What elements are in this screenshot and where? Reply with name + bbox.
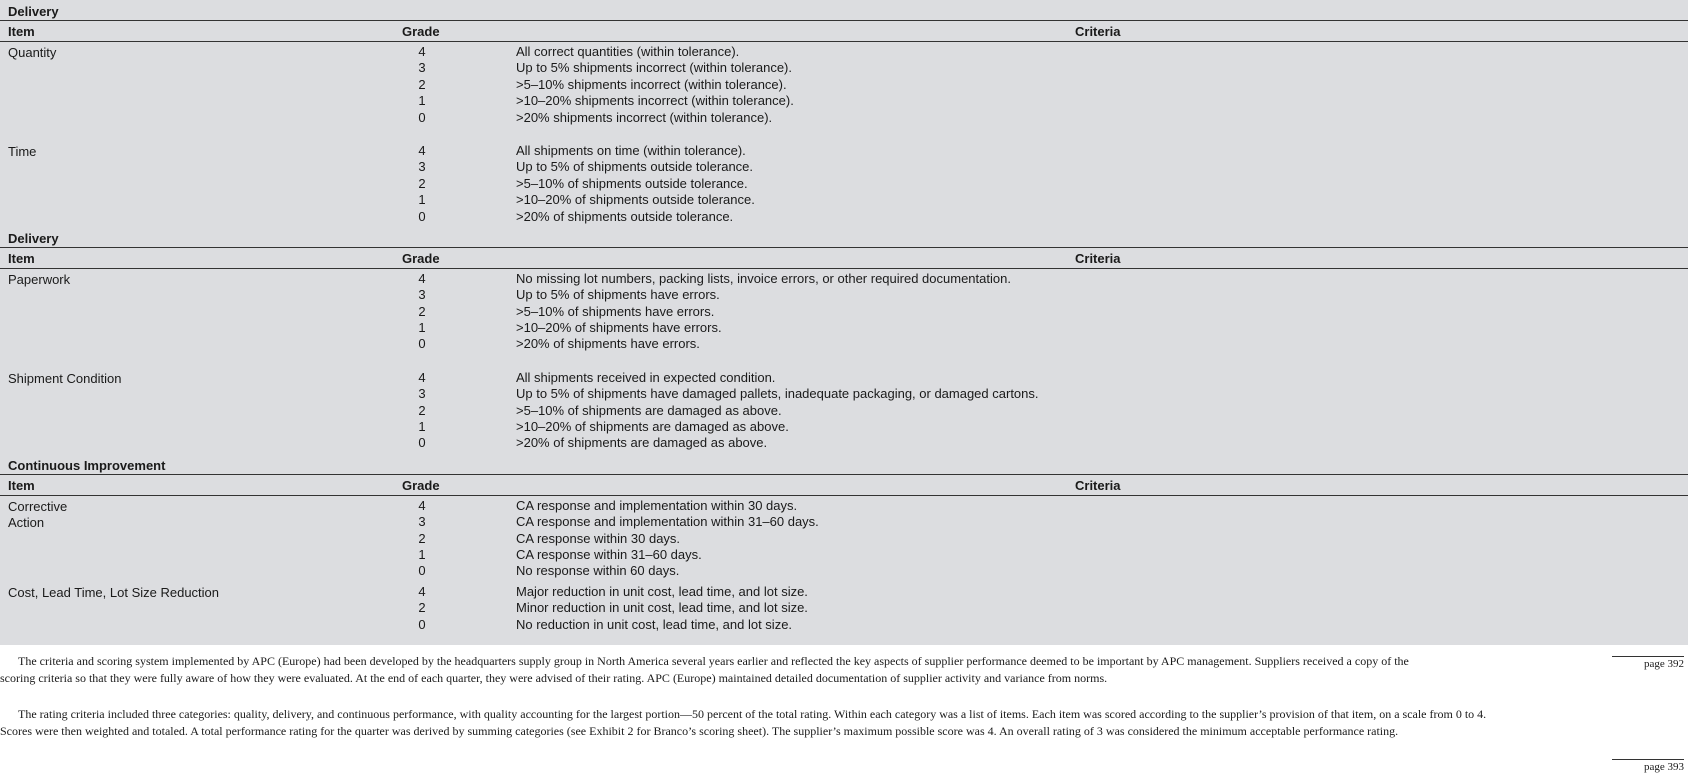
column-header-item: Item xyxy=(8,477,35,493)
criteria-text: All correct quantities (within tolerance). xyxy=(516,44,740,59)
grade-value: 2 xyxy=(418,175,426,191)
section-title: Delivery xyxy=(0,0,1688,21)
grade-value: 3 xyxy=(418,386,426,402)
criteria-text: CA response and implementation within 30 days. xyxy=(516,497,798,513)
grade-row xyxy=(0,287,1688,303)
grade-value: 1 xyxy=(418,93,426,109)
grade-row xyxy=(0,336,1688,352)
grade-row xyxy=(0,209,1688,225)
grade-value: 2 xyxy=(418,600,426,616)
column-header-criteria: Criteria xyxy=(1075,24,1121,39)
grade-value: 0 xyxy=(418,336,426,352)
section-title: Delivery xyxy=(0,227,1688,248)
grade-row xyxy=(0,386,1688,402)
grade-value: 0 xyxy=(418,208,426,224)
item-name: Paperwork xyxy=(8,271,71,287)
grade-value: 1 xyxy=(418,320,426,336)
item-name: Cost, Lead Time, Lot Size Reduction xyxy=(8,584,220,600)
criteria-item xyxy=(0,368,1688,454)
criteria-text: No missing lot numbers, packing lists, invoice errors, or other required documentation. xyxy=(516,270,1011,286)
column-header-row xyxy=(0,475,1688,496)
grade-row xyxy=(0,93,1688,109)
criteria-section xyxy=(0,454,1688,635)
grade-row xyxy=(0,44,1688,60)
grade-value: 2 xyxy=(418,76,426,92)
body-paragraph-2-line-1: The rating criteria included three categories: quality, delivery, and continuous performance, with quality accounting for the largest portion—50 percent of the total rating. Within each category was a list of items. Each item was scored according to the supplier’s provision of that item, on a scale from 0 to 4. xyxy=(18,707,1487,721)
criteria-text: >5–10% of shipments are damaged as above. xyxy=(516,402,782,418)
item-name: Shipment Condition xyxy=(8,370,122,386)
grade-value: 3 xyxy=(418,159,426,175)
grade-value: 0 xyxy=(418,109,426,125)
next-page-number-marker: page 393 xyxy=(1612,759,1684,773)
criteria-text: All shipments on time (within tolerance). xyxy=(516,142,746,158)
item-name: Corrective Action xyxy=(8,498,68,530)
criteria-item xyxy=(0,42,1688,141)
column-header-grade: Grade xyxy=(402,250,440,266)
grade-value: 3 xyxy=(418,287,426,303)
grade-row xyxy=(0,419,1688,435)
grade-row xyxy=(0,435,1688,451)
grade-row xyxy=(0,563,1688,579)
grade-row xyxy=(0,159,1688,175)
grade-row xyxy=(0,320,1688,336)
criteria-text: >10–20% of shipments are damaged as above. xyxy=(516,419,789,435)
grade-row xyxy=(0,370,1688,386)
column-header-row xyxy=(0,21,1688,42)
column-header-item: Item xyxy=(8,24,35,39)
grade-row xyxy=(0,584,1688,600)
grade-value: 0 xyxy=(418,616,426,632)
grade-value: 4 xyxy=(418,497,426,513)
grade-row xyxy=(0,110,1688,126)
criteria-text: >5–10% shipments incorrect (within tolerance). xyxy=(516,76,787,92)
grade-row xyxy=(0,514,1688,530)
grade-row xyxy=(0,403,1688,419)
column-header-grade: Grade xyxy=(402,477,440,493)
criteria-text: Up to 5% of shipments have errors. xyxy=(516,287,720,303)
criteria-section xyxy=(0,0,1688,227)
criteria-text: CA response within 30 days. xyxy=(516,530,681,546)
criteria-section xyxy=(0,227,1688,454)
criteria-text: >10–20% shipments incorrect (within tolerance). xyxy=(516,93,794,109)
item-name: Quantity xyxy=(8,45,57,60)
grade-value: 4 xyxy=(418,142,426,158)
criteria-text: All shipments received in expected condition. xyxy=(516,369,776,385)
criteria-text: No reduction in unit cost, lead time, and lot size. xyxy=(516,616,793,632)
grade-row xyxy=(0,617,1688,633)
column-header-grade: Grade xyxy=(402,24,440,39)
criteria-text: >20% of shipments outside tolerance. xyxy=(516,208,734,224)
grade-value: 2 xyxy=(418,402,426,418)
criteria-item xyxy=(0,141,1688,227)
body-paragraph-2-line-2: Scores were then weighted and totaled. A total performance rating for the quarter was derived by summing categories (see Exhibit 2 for Branco’s scoring sheet). The supplier’s maximum possible score was 4. An overall rating of 3 was considered the minimum acceptable performance rating. xyxy=(0,724,1399,738)
grade-row xyxy=(0,60,1688,76)
criteria-item xyxy=(0,269,1688,368)
column-header-item: Item xyxy=(8,250,35,266)
grade-value: 1 xyxy=(418,192,426,208)
column-header-criteria: Criteria xyxy=(1075,250,1121,266)
page-number-marker: page 392 xyxy=(1612,656,1684,670)
grade-value: 4 xyxy=(418,270,426,286)
criteria-text: >20% shipments incorrect (within tolerance). xyxy=(516,109,773,125)
criteria-text: >5–10% of shipments have errors. xyxy=(516,303,715,319)
criteria-text: Major reduction in unit cost, lead time, and lot size. xyxy=(516,583,808,599)
body-paragraph-1-line-2: scoring criteria so that they were fully aware of how they were evaluated. At the end of each quarter, they were advised of their rating. APC (Europe) maintained detailed documentation of supplier activity and variance from norms. xyxy=(0,671,1108,685)
criteria-text: >5–10% of shipments outside tolerance. xyxy=(516,175,748,191)
grade-value: 3 xyxy=(418,60,426,76)
criteria-text: CA response within 31–60 days. xyxy=(516,546,702,562)
grade-row xyxy=(0,547,1688,563)
grade-row xyxy=(0,498,1688,514)
grade-value: 2 xyxy=(418,530,426,546)
grade-row xyxy=(0,600,1688,616)
grade-row xyxy=(0,531,1688,547)
grade-row xyxy=(0,192,1688,208)
section-title: Continuous Improvement xyxy=(0,454,1688,475)
criteria-text: >10–20% of shipments have errors. xyxy=(516,320,722,336)
body-paragraph-1-line-1: The criteria and scoring system implemented by APC (Europe) had been developed by the headquarters supply group in North America several years earlier and reflected the key aspects of supplier performance deemed to be important by APC management. Suppliers received a copy of the xyxy=(18,654,1409,668)
grade-value: 4 xyxy=(418,369,426,385)
criteria-item xyxy=(0,582,1688,635)
criteria-text: No response within 60 days. xyxy=(516,563,680,579)
column-header-row xyxy=(0,248,1688,269)
criteria-text: Minor reduction in unit cost, lead time, and lot size. xyxy=(516,600,808,616)
grade-row xyxy=(0,77,1688,93)
criteria-text: Up to 5% of shipments outside tolerance. xyxy=(516,159,754,175)
criteria-text: >10–20% of shipments outside tolerance. xyxy=(516,192,755,208)
criteria-text: >20% of shipments have errors. xyxy=(516,336,700,352)
grade-row xyxy=(0,304,1688,320)
grade-value: 3 xyxy=(418,514,426,530)
grade-value: 1 xyxy=(418,419,426,435)
column-header-criteria: Criteria xyxy=(1075,477,1121,493)
criteria-text: Up to 5% shipments incorrect (within tolerance). xyxy=(516,60,793,76)
criteria-text: Up to 5% of shipments have damaged pallets, inadequate packaging, or damaged cartons. xyxy=(516,386,1039,402)
grade-value: 2 xyxy=(418,303,426,319)
grade-value: 0 xyxy=(418,563,426,579)
item-name: Time xyxy=(8,143,37,159)
grade-row xyxy=(0,176,1688,192)
criteria-text: >20% of shipments are damaged as above. xyxy=(516,435,768,451)
grade-value: 0 xyxy=(418,435,426,451)
grade-row xyxy=(0,271,1688,287)
criteria-item xyxy=(0,496,1688,582)
grade-value: 4 xyxy=(418,44,426,59)
grade-row xyxy=(0,143,1688,159)
grade-value: 1 xyxy=(418,546,426,562)
criteria-text: CA response and implementation within 31–60 days. xyxy=(516,514,819,530)
grade-value: 4 xyxy=(418,583,426,599)
